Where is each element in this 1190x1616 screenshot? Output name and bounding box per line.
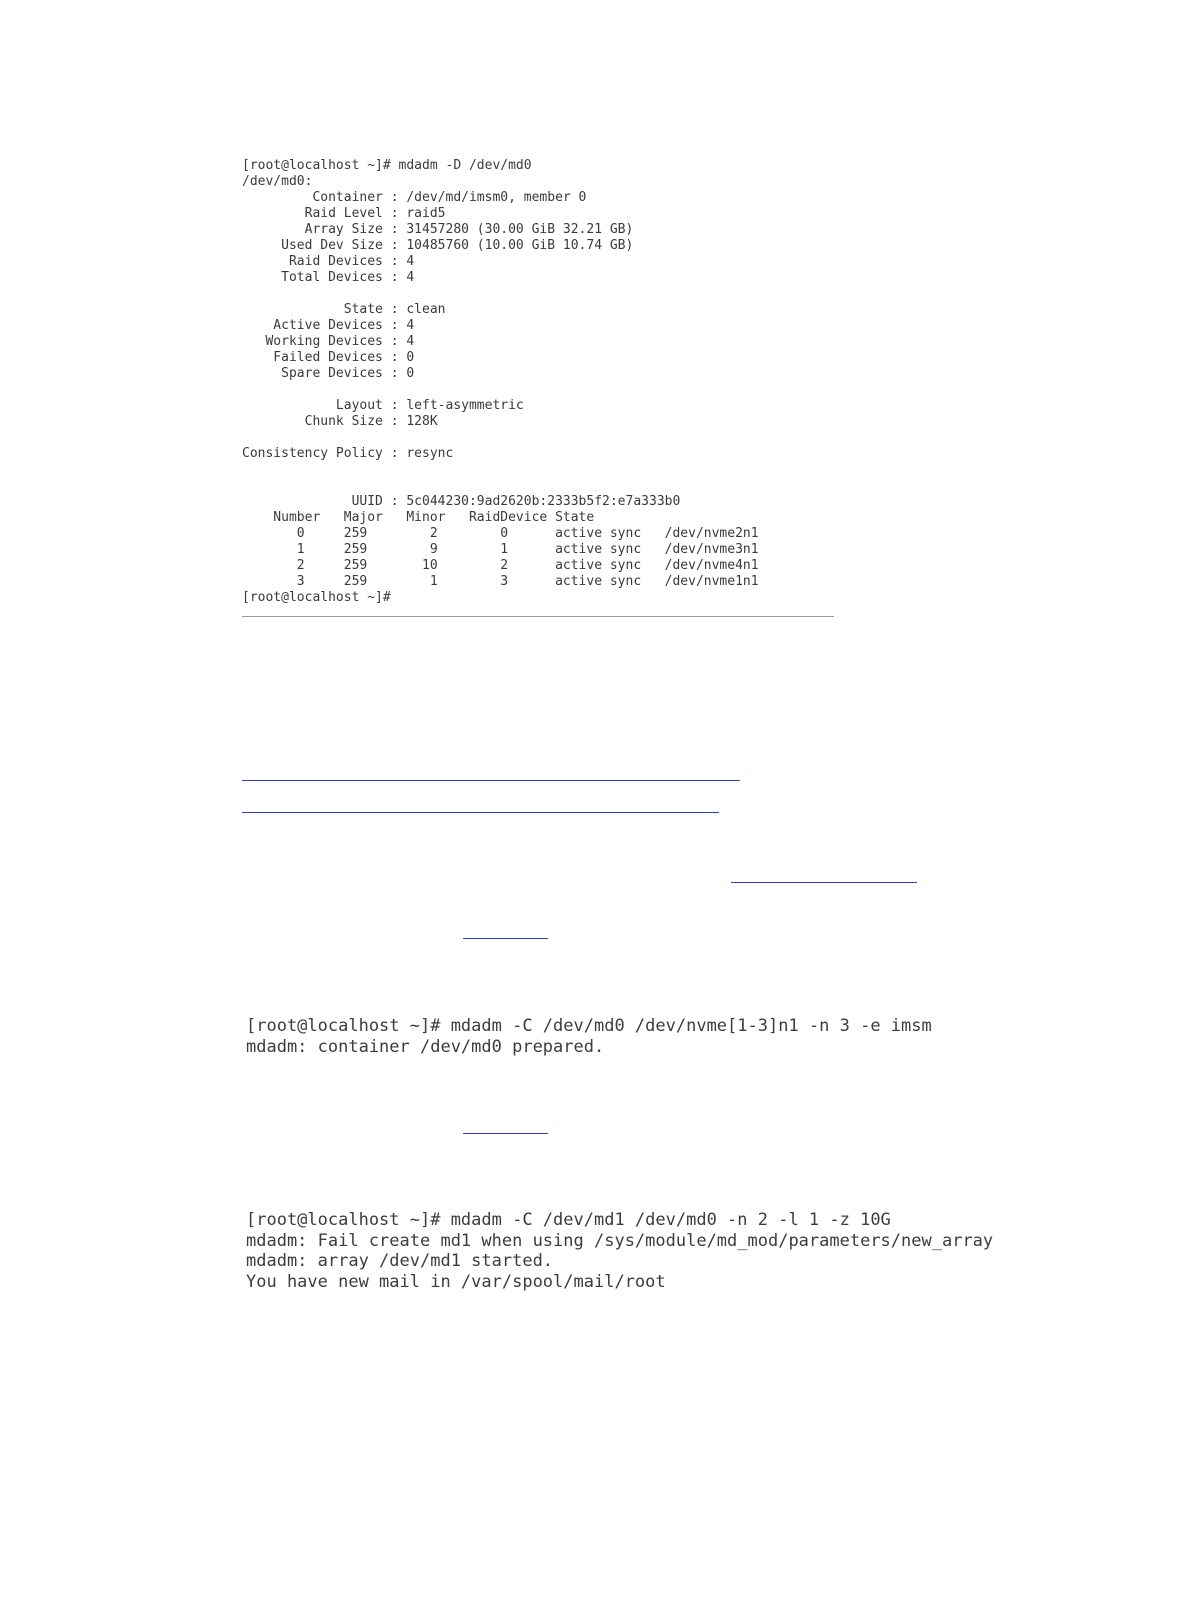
terminal-line: Array Size : 31457280 (30.00 GiB 32.21 GB): [242, 222, 634, 237]
terminal-line: Number Major Minor RaidDevice State: [242, 510, 595, 525]
terminal-line: mdadm: Fail create md1 when using /sys/module/md_mod/parameters/new_array: [246, 1230, 994, 1251]
terminal-line: Failed Devices : 0: [242, 350, 415, 365]
hyperlink-underline-5[interactable]: [463, 1133, 548, 1134]
terminal-line: [root@localhost ~]# mdadm -D /dev/md0: [242, 158, 532, 173]
terminal-line: [242, 286, 759, 302]
terminal-line: [242, 478, 759, 494]
terminal-line: State : clean: [242, 302, 446, 317]
terminal-line: 3 259 1 3 active sync /dev/nvme1n1: [242, 574, 759, 589]
mdadm-create-container-output: [246, 1016, 932, 1057]
terminal-line: [242, 430, 759, 446]
terminal-line: Raid Devices : 4: [242, 254, 415, 269]
terminal-line: [242, 462, 759, 478]
terminal-line: Spare Devices : 0: [242, 366, 415, 381]
terminal-line: Used Dev Size : 10485760 (10.00 GiB 10.74 GB): [242, 238, 634, 253]
terminal-line: You have new mail in /var/spool/mail/root: [246, 1271, 666, 1292]
terminal-line: Chunk Size : 128K: [242, 414, 438, 429]
terminal-line: 0 259 2 0 active sync /dev/nvme2n1: [242, 526, 759, 541]
terminal-line: Container : /dev/md/imsm0, member 0: [242, 190, 587, 205]
terminal-line: Working Devices : 4: [242, 334, 415, 349]
hyperlink-underline-1[interactable]: [242, 780, 740, 781]
terminal-line: [root@localhost ~]#: [242, 590, 391, 605]
terminal-line: Raid Level : raid5: [242, 206, 446, 221]
terminal-line: /dev/md0:: [242, 174, 313, 189]
hyperlink-underline-2[interactable]: [242, 812, 719, 813]
mdadm-detail-output: [242, 158, 759, 606]
terminal-line: 2 259 10 2 active sync /dev/nvme4n1: [242, 558, 759, 573]
terminal-line: mdadm: container /dev/md0 prepared.: [246, 1036, 605, 1057]
terminal-line: Layout : left-asymmetric: [242, 398, 524, 413]
terminal-line: UUID : 5c044230:9ad2620b:2333b5f2:e7a333b0: [242, 494, 681, 509]
hyperlink-underline-3[interactable]: [731, 882, 917, 883]
hyperlink-underline-4[interactable]: [463, 938, 548, 939]
terminal-line: Consistency Policy : resync: [242, 446, 454, 461]
terminal-line: 1 259 9 1 active sync /dev/nvme3n1: [242, 542, 759, 557]
mdadm-create-array-output: [246, 1210, 993, 1292]
terminal-line: [242, 382, 759, 398]
terminal-line: Total Devices : 4: [242, 270, 415, 285]
terminal-line: [root@localhost ~]# mdadm -C /dev/md1 /dev/md0 -n 2 -l 1 -z 10G: [246, 1210, 891, 1230]
terminal-line: [root@localhost ~]# mdadm -C /dev/md0 /dev/nvme[1-3]n1 -n 3 -e imsm: [246, 1016, 932, 1036]
terminal-line: Active Devices : 4: [242, 318, 415, 333]
screenshot-divider: [242, 616, 834, 617]
terminal-line: mdadm: array /dev/md1 started.: [246, 1251, 554, 1271]
